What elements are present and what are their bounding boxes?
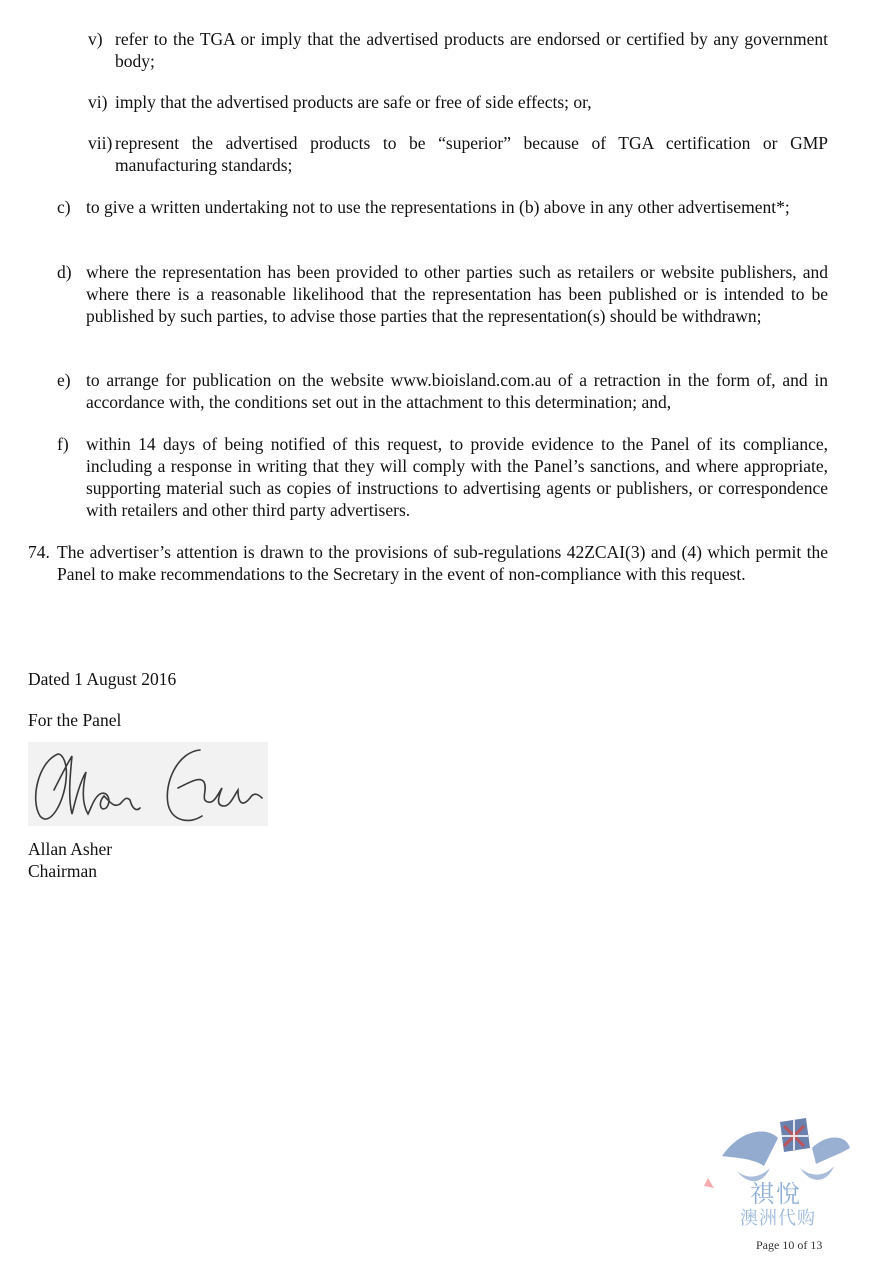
item-text: where the representation has been provided to other parties such as retailers or website publishers, and where there is a reasonable likelihood that the representation has been published or is intended to be published by such parties, to advise those parties that the representation(s) should be withdrawn; [86,262,828,326]
dated-line: Dated 1 August 2016 [28,669,177,689]
sub-item-v [88,28,828,72]
sub-item-vi [88,91,828,113]
item-label: c) [57,197,71,217]
item-c [57,196,828,218]
paragraph-number: 74. [28,542,50,562]
sub-item-text: imply that the advertised products are safe or free of side effects; or, [115,92,592,112]
item-e [57,369,828,413]
item-text: to give a written undertaking not to use the representations in (b) above in any other advertisement*; [86,197,790,217]
item-text: to arrange for publication on the website www.bioisland.com.au of a retraction in the form of, and in accordance with, the conditions set out in the attachment to this determination; and, [86,370,828,412]
item-d [57,261,828,327]
signatory-title: Chairman [28,861,98,881]
item-label: d) [57,262,72,282]
sub-item-label: vii) [88,133,113,153]
watermark-chinese-subtitle: 澳洲代购 [740,1208,816,1229]
paragraph-74 [28,541,828,585]
item-label: f) [57,434,69,454]
item-label: e) [57,370,71,390]
item-f [57,433,828,521]
sub-item-vii [88,132,828,176]
for-panel-line: For the Panel [28,710,122,730]
signature-icon [28,742,268,826]
watermark-logo [700,1108,866,1258]
page-number: Page 10 of 13 [756,1238,823,1252]
sub-item-label: vi) [88,92,108,112]
paragraph-text: The advertiser’s attention is drawn to the provisions of sub-regulations 42ZCAI(3) and (4) which permit the Panel to make recommendations to the Secretary in the event of non-compliance with this request. [57,542,828,584]
sub-item-label: v) [88,29,103,49]
item-text: within 14 days of being notified of this request, to provide evidence to the Panel of its compliance, including a response in writing that they will comply with the Panel’s sanctions, and where appropriate, supporting material such as copies of instructions to advertising agents or publishers, or correspondence with retailers and other third party advertisers. [86,434,828,520]
watermark-chinese-title: 祺悅 [750,1180,802,1208]
signature-image [28,742,268,826]
sub-item-text: represent the advertised products to be “superior” because of TGA certification or GMP manufacturing standards; [115,133,828,175]
sub-item-text: refer to the TGA or imply that the advertised products are endorsed or certified by any government body; [115,29,828,71]
signatory-name: Allan Asher [28,839,113,859]
